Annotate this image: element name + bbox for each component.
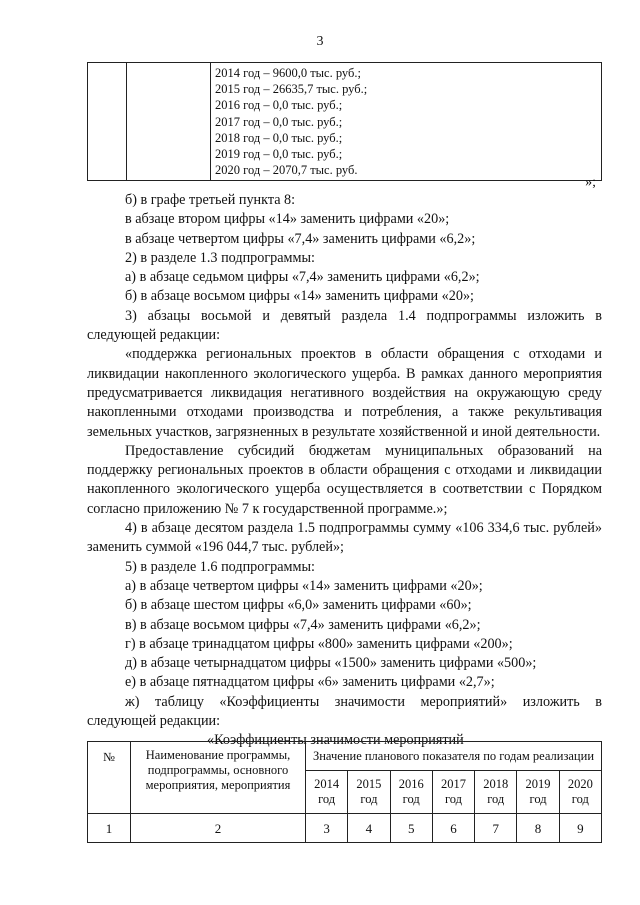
table-cell: 8 <box>517 814 559 843</box>
funding-line: 2019 год – 0,0 тыс. руб.; <box>215 147 343 162</box>
funding-line: 2020 год – 2070,7 тыс. руб. <box>215 163 358 178</box>
table-cell: 2 <box>131 814 306 843</box>
coefficients-table <box>87 741 602 843</box>
funding-line: 2018 год – 0,0 тыс. руб.; <box>215 130 343 145</box>
column-header-group: Значение планового показателя по годам реализации <box>306 742 602 771</box>
empty-cell <box>88 63 127 181</box>
paragraph: б) в абзаце восьмом цифры «14» заменить цифрами «20»; <box>125 288 474 305</box>
paragraph: д) в абзаце четырнадцатом цифры «1500» заменить цифрами «500»; <box>125 655 537 672</box>
paragraph: а) в абзаце седьмом цифры «7,4» заменить цифрами «6,2»; <box>125 269 480 286</box>
table-row <box>88 814 602 843</box>
table-title: «Коэффициенты значимости мероприятий <box>207 732 464 749</box>
paragraph: б) в абзаце шестом цифры «6,0» заменить цифрами «60»; <box>125 597 472 614</box>
document-body <box>87 191 602 751</box>
column-header-name: Наименование программы, подпрограммы, основного мероприятия, мероприятия <box>131 742 306 814</box>
funding-line: 2015 год – 26635,7 тыс. руб.; <box>215 82 368 97</box>
paragraph: 2) в разделе 1.3 подпрограммы: <box>125 249 315 266</box>
table-header-row <box>88 742 602 771</box>
column-header-year: 2018 год <box>475 771 517 814</box>
table-row <box>88 63 602 181</box>
funding-table <box>87 62 602 181</box>
funding-line: 2014 год – 9600,0 тыс. руб.; <box>215 66 361 80</box>
paragraph: е) в абзаце пятнадцатом цифры «6» заменить цифрами «2,7»; <box>125 674 495 691</box>
column-header-year: 2016 год <box>390 771 432 814</box>
paragraph: 4) в абзаце десятом раздела 1.5 подпрограммы сумму «106 334,6 тыс. рублей» заменить суммой «196 044,7 тыс. рублей»; <box>87 520 602 556</box>
paragraph: Предоставление субсидий бюджетам муниципальных образований на поддержку региональных проектов в области обращения с отходами и ликвидации накопленного экологического ущерба осуществляется в соответствии с Порядком согласно приложению № 7 к государственной программе.»; <box>87 442 602 517</box>
column-header-year: 2014 год <box>306 771 348 814</box>
column-header-year: 2015 год <box>348 771 390 814</box>
table-cell: 9 <box>559 814 601 843</box>
paragraph: ж) таблицу «Коэффициенты значимости мероприятий» изложить в следующей редакции: <box>87 693 602 730</box>
paragraph: 5) в разделе 1.6 подпрограммы: <box>125 558 315 575</box>
funding-cell <box>211 63 602 181</box>
table-cell: 1 <box>88 814 131 843</box>
column-header-year: 2017 год <box>432 771 474 814</box>
paragraph: б) в графе третьей пункта 8: <box>125 192 296 208</box>
page-number: 3 <box>316 34 324 49</box>
column-header-year: 2020 год <box>559 771 601 814</box>
table-cell: 6 <box>432 814 474 843</box>
funding-line: 2017 год – 0,0 тыс. руб.; <box>215 114 343 129</box>
paragraph: в абзаце четвертом цифры «7,4» заменить цифрами «6,2»; <box>125 230 476 247</box>
closing-quote: »; <box>585 175 596 190</box>
table-cell: 3 <box>306 814 348 843</box>
paragraph: в абзаце втором цифры «14» заменить цифрами «20»; <box>125 211 450 228</box>
table-cell: 5 <box>390 814 432 843</box>
table-cell: 4 <box>348 814 390 843</box>
table-cell: 7 <box>475 814 517 843</box>
paragraph: г) в абзаце тринадцатом цифры «800» заменить цифрами «200»; <box>125 635 513 652</box>
empty-cell <box>127 63 211 181</box>
column-header-number: № <box>88 742 131 814</box>
paragraph: в) в абзаце восьмом цифры «7,4» заменить цифрами «6,2»; <box>125 616 481 633</box>
column-header-year: 2019 год <box>517 771 559 814</box>
funding-line: 2016 год – 0,0 тыс. руб.; <box>215 98 343 113</box>
paragraph: 3) абзацы восьмой и девятый раздела 1.4 подпрограммы изложить в следующей редакции: <box>87 307 602 344</box>
paragraph: а) в абзаце четвертом цифры «14» заменить цифрами «20»; <box>125 577 483 594</box>
paragraph: «поддержка региональных проектов в области обращения с отходами и ликвидации накопленного экологического ущерба. В рамках данного мероприятия предусматривается ликвидация негативного воздействия на окружающую среду накопленными отходами производства и потребления, а также рекультивация земельных участков, загрязненных в результате хозяйственной и иной деятельности. <box>87 346 602 440</box>
